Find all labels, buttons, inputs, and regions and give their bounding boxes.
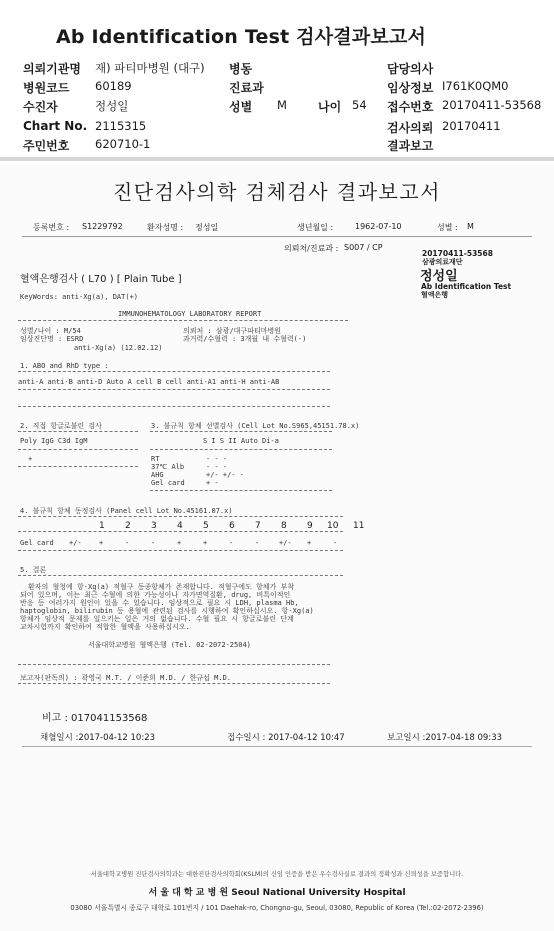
divider [18,371,330,372]
panel-number: 10 [327,521,339,531]
doctor-label: 담당의사 [387,62,434,76]
dept-label: 진료과 [229,81,264,95]
footer-hospital: 서 울 대 학 교 병 원 Seoul National University Hospital [148,888,406,898]
panel-number: 8 [281,521,287,531]
chart-no-value: 2115315 [95,119,147,133]
conclusion-line: 되어 있으며, 이는 최근 수혈에 의한 가능성이나 자가면역질환, drug, 비특이적인 [20,591,291,599]
sec3-row-label: 37℃ Alb [151,463,185,471]
request-date-label: 검사의뢰 [387,121,434,135]
clinical-info-value: I761K0QM0 [442,79,509,93]
hospital-code-value: 60189 [95,79,132,93]
section1-title: 1. ABO and RhD type : [20,362,109,370]
ref-dept-value: S007 / CP [344,243,383,252]
stamp-number: 20170411-53568 [422,249,493,258]
transfusion-history: 과거력/수혈력 : 3개월 내 수혈력(-) [183,335,307,343]
sex-age: 성별/나이 : M/54 [20,327,81,335]
footer-address: 03080 서울특별시 종로구 대학로 101번지 / 101 Daehak-ro, Chongno-gu, Seoul, 03080, Republic of Korea (Tel.:02-2072-2396) [70,904,484,912]
conclusion-line: 항체가 임상적 문제를 일으키는 일은 거의 없습니다. 수혈 필요 시 항글로불린 단계 [20,615,294,623]
section4-title: 4. 불규칙 항체 동정검사 (Panel cell Lot No.45161.07.x) [20,507,233,515]
age-value: 54 [352,98,367,112]
age-label: 나이 [318,100,342,114]
gel-card-label: Gel card [20,539,54,547]
sec3-row-values: - - - [206,455,228,463]
section2-title: 2. 직접 항글로불린 검사 [20,422,102,430]
ref-place: 의뢰처 : 삼광/대구파티마병원 [183,327,282,335]
panel-number: 5 [203,521,209,531]
divider [18,431,138,432]
report-title: 진단검사의학 검체검사 결과보고서 [112,180,441,204]
birth-label: 생년월일 : [297,223,334,232]
divider [18,449,138,450]
ref-dept-label: 의뢰처/진료과 : [284,244,339,253]
reporter: 보고자(판독의) : 곽영국 M.T. / 이준희 M.D. / 한규섭 M.D. [20,674,232,682]
gel-value: + [307,539,312,547]
sec3-row-label: AHG [151,471,164,479]
section3-title: 3. 불규칙 항체 선별검사 (Cell Lot No.S965,45151.78.x) [151,422,360,430]
gel-value: + [99,539,104,547]
divider [150,490,332,491]
section5-title: 5. 결론 [20,566,47,574]
resident-no-value: 620710-1 [95,137,151,151]
resident-no-label: 주민번호 [23,139,70,153]
divider [18,406,330,407]
keywords: KeyWords: anti-Xg(a), DAT(+) [20,293,139,301]
section-divider [0,157,554,161]
divider [22,746,532,747]
sex-label: 성별 [229,100,253,114]
footer-accreditation: 서울대학교병원 진단검사의학과는 대한진단검사의학회(KSLM)의 신임 인증을 받은 우수검사실로 결과의 정확성과 신뢰성을 보증합니다. [90,871,464,878]
reg-underline [22,236,532,237]
divider [18,575,343,576]
report-time: 보고일시 :2017-04-18 09:33 [387,733,503,743]
sex-value: M [277,98,287,112]
gel-value: - [151,539,156,547]
collect-time: 채혈일시 :2017-04-12 10:23 [40,733,156,743]
panel-number: 1 [99,521,105,531]
blood-bank-info: 서울대학교병원 혈액은행 (Tel. 02-2072-2504) [88,641,251,649]
report-sex-value: M [467,222,474,231]
history: anti-Xg(a) (12.02.12) [74,344,163,352]
gel-value: + [203,539,208,547]
section1-columns: anti-A anti-B anti-D Auto A cell B cell anti-A1 anti-H anti-AB [18,378,280,386]
sec3-row-values: - - - [206,463,228,471]
section2-value: + [28,455,33,463]
birth-value: 1962-07-10 [355,222,402,231]
client-label: 의뢰기관명 [23,62,81,76]
gel-value: +/- [69,539,82,547]
stamp-test: Ab Identification Test [421,282,512,291]
patient-name-value: 정성일 [195,223,219,232]
patient-name-label: 환자성명 : [147,223,184,232]
chart-no-label: Chart No. [23,119,88,133]
reg-value: S1229792 [82,222,123,231]
sec3-row-label: Gel card [151,479,185,487]
section2-columns: Poly IgG C3d IgM [20,437,88,445]
panel-number: 7 [255,521,261,531]
patient-value: 정성일 [95,99,129,113]
clinical-diagnosis: 임상진단명 : ESRD [20,335,84,343]
conclusion-line: 반응 등 여러가지 원인이 있을 수 있습니다. 임상적으로 필요 시 LDH, plasma Hb, [20,599,299,607]
divider [18,320,348,321]
hospital-code-label: 병원코드 [23,81,70,95]
stamp-org: 삼광의료재단 [422,258,463,266]
divider [18,389,330,390]
divider [18,550,343,551]
gel-value: + [177,539,182,547]
receipt-no-label: 접수번호 [387,100,434,114]
reg-label: 등록번호 : [33,223,70,232]
divider [18,664,330,665]
panel-number: 9 [307,521,313,531]
divider [18,466,138,467]
divider [150,431,332,432]
note: 비고 : 017041153568 [42,713,148,724]
conclusion-line: 환자의 혈청에 항-Xg(a) 적혈구 동종항체가 존재합니다. 적혈구에도 항체가 부착 [28,583,295,591]
divider [18,683,330,684]
panel-number: 6 [229,521,235,531]
ward-label: 병동 [229,62,253,76]
stamp-patient: 정성일 [420,269,458,284]
exam-title: 혈액은행검사 ( L70 ) [ Plain Tube ] [20,274,182,285]
receive-time: 접수일시 : 2017-04-12 10:47 [227,733,345,743]
panel-number: 11 [353,521,365,531]
panel-number: 4 [177,521,183,531]
clinical-info-label: 임상정보 [387,81,434,95]
divider [18,531,343,532]
sec3-row-values: + - [206,479,219,487]
stamp-type: 혈액은행 [421,291,449,299]
gel-value: - [333,539,338,547]
patient-label: 수진자 [23,100,58,114]
page-title: Ab Identification Test 검사결과보고서 [56,26,427,48]
sec3-row-values: +/- +/- - [206,471,244,479]
panel-number: 2 [125,521,131,531]
lab-title: IMMUNOHEMATOLOGY LABORATORY REPORT [118,310,262,318]
divider [150,449,332,450]
sec3-row-label: RT [151,455,160,463]
divider [18,516,343,517]
conclusion-line: haptoglobin, bilirubin 등 용혈에 관련된 검사를 시행하여 확인하십시오. 항-Xg(a) [20,607,314,615]
receipt-no-value: 20170411-53568 [442,98,542,112]
gel-value: +/- [279,539,292,547]
report-sex-label: 성별 : [437,223,458,232]
result-report-label: 결과보고 [387,139,434,153]
panel-number: 3 [151,521,157,531]
gel-value: - [229,539,234,547]
conclusion-line: 교차시험까지 확인하여 적합한 혈액을 사용하십시오. [20,623,190,631]
client-value: 재) 파티마병원 (대구) [95,61,205,75]
gel-value: - [125,539,130,547]
gel-value: - [255,539,260,547]
section3-columns: S I S II Auto Di-a [203,437,279,445]
request-date-value: 20170411 [442,119,501,133]
